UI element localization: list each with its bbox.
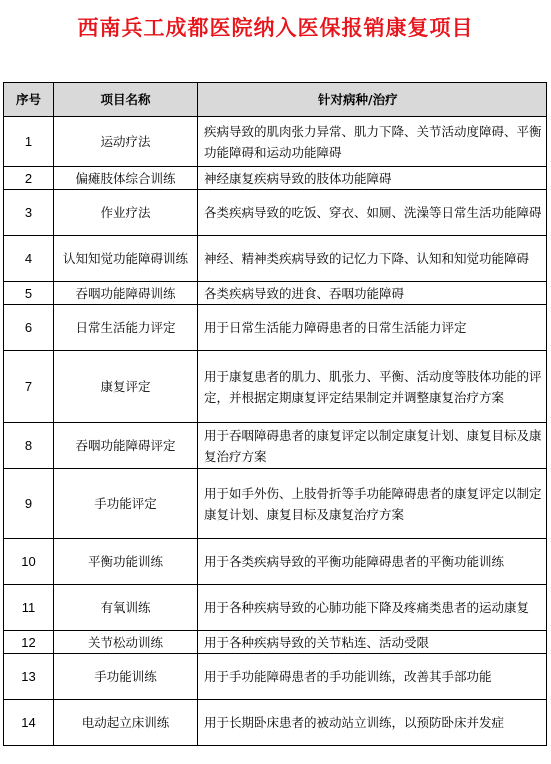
table-row — [4, 631, 547, 654]
row-target: 用于手功能障碍患者的手功能训练，改善其手部功能 — [198, 654, 547, 700]
row-no: 6 — [4, 305, 54, 351]
table-row — [4, 190, 547, 236]
row-target: 用于各种疾病导致的关节粘连、活动受限 — [198, 631, 547, 654]
row-target: 用于各类疾病导致的平衡功能障碍患者的平衡功能训练 — [198, 539, 547, 585]
table-row — [4, 305, 547, 351]
row-target: 各类疾病导致的进食、吞咽功能障碍 — [198, 282, 547, 305]
row-no: 1 — [4, 117, 54, 167]
row-target: 神经康复疾病导致的肢体功能障碍 — [198, 167, 547, 190]
row-no: 9 — [4, 469, 54, 539]
row-name: 作业疗法 — [54, 190, 198, 236]
row-target: 神经、精神类疾病导致的记忆力下降、认知和知觉功能障碍 — [198, 236, 547, 282]
row-name: 日常生活能力评定 — [54, 305, 198, 351]
header-name: 项目名称 — [54, 83, 198, 117]
row-target: 用于如手外伤、上肢骨折等手功能障碍患者的康复评定以制定康复计划、康复目标及康复治疗方案 — [198, 469, 547, 539]
page-title: 西南兵工成都医院纳入医保报销康复项目 — [77, 16, 474, 40]
row-no: 7 — [4, 351, 54, 423]
row-no: 8 — [4, 423, 54, 469]
row-name: 有氧训练 — [54, 585, 198, 631]
row-target: 疾病导致的肌肉张力异常、肌力下降、关节活动度障碍、平衡功能障碍和运动功能障碍 — [198, 117, 547, 167]
row-name: 手功能评定 — [54, 469, 198, 539]
row-no: 4 — [4, 236, 54, 282]
row-no: 5 — [4, 282, 54, 305]
header-no: 序号 — [4, 83, 54, 117]
table-row — [4, 167, 547, 190]
row-target: 用于各种疾病导致的心肺功能下降及疼痛类患者的运动康复 — [198, 585, 547, 631]
row-no: 2 — [4, 167, 54, 190]
row-name: 关节松动训练 — [54, 631, 198, 654]
table-row — [4, 282, 547, 305]
row-name: 偏瘫肢体综合训练 — [54, 167, 198, 190]
row-name: 吞咽功能障碍评定 — [54, 423, 198, 469]
row-target: 用于日常生活能力障碍患者的日常生活能力评定 — [198, 305, 547, 351]
row-no: 10 — [4, 539, 54, 585]
row-name: 手功能训练 — [54, 654, 198, 700]
row-name: 平衡功能训练 — [54, 539, 198, 585]
row-target: 用于康复患者的肌力、肌张力、平衡、活动度等肢体功能的评定，并根据定期康复评定结果制定并调整康复治疗方案 — [198, 351, 547, 423]
row-no: 11 — [4, 585, 54, 631]
table-row — [4, 654, 547, 700]
row-name: 康复评定 — [54, 351, 198, 423]
row-no: 14 — [4, 700, 54, 746]
row-name: 吞咽功能障碍训练 — [54, 282, 198, 305]
table-row — [4, 585, 547, 631]
row-no: 12 — [4, 631, 54, 654]
row-name: 运动疗法 — [54, 117, 198, 167]
row-target: 各类疾病导致的吃饭、穿衣、如厕、洗澡等日常生活功能障碍 — [198, 190, 547, 236]
table-row — [4, 236, 547, 282]
row-target: 用于吞咽障碍患者的康复评定以制定康复计划、康复目标及康复治疗方案 — [198, 423, 547, 469]
table-header-row — [4, 83, 547, 117]
table-row — [4, 539, 547, 585]
table-row — [4, 117, 547, 167]
row-target: 用于长期卧床患者的被动站立训练，以预防卧床并发症 — [198, 700, 547, 746]
row-name: 认知知觉功能障碍训练 — [54, 236, 198, 282]
table-row — [4, 423, 547, 469]
rehab-items-table — [3, 82, 547, 746]
row-no: 13 — [4, 654, 54, 700]
row-name: 电动起立床训练 — [54, 700, 198, 746]
table-row — [4, 700, 547, 746]
row-no: 3 — [4, 190, 54, 236]
table-row — [4, 469, 547, 539]
header-target: 针对病种/治疗 — [198, 83, 547, 117]
table-row — [4, 351, 547, 423]
